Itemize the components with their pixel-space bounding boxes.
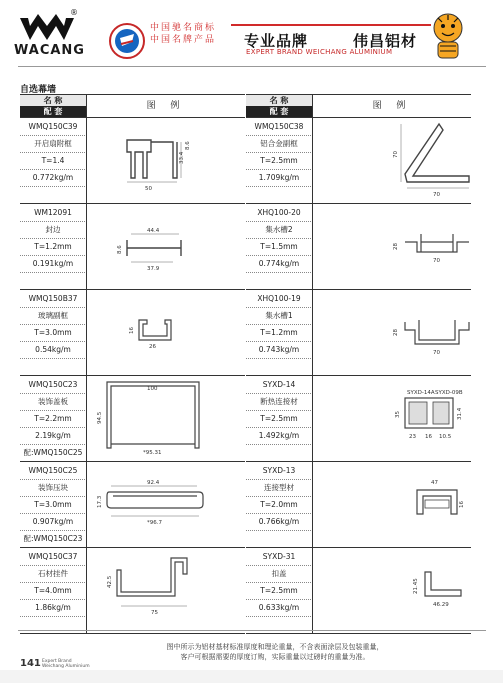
slogan-expert-brand: 专业品牌 — [244, 32, 309, 50]
dim-label: 94.5 — [97, 411, 103, 424]
profile-extra — [246, 444, 313, 461]
profile-row — [246, 290, 471, 376]
bottom-bar — [0, 670, 503, 683]
profile-code: SYXD-13 — [246, 462, 313, 480]
profile-drawing — [313, 290, 471, 375]
profile-extra — [246, 272, 313, 289]
profile-row — [20, 204, 245, 290]
profile-name: 断热连接材 — [246, 393, 313, 411]
page-number: 141 — [20, 658, 41, 669]
profile-weight: 1.709kg/m — [246, 169, 313, 187]
dim-label: 28 — [393, 329, 399, 336]
header-spec: 配 套 — [246, 106, 313, 117]
profile-row — [20, 462, 245, 548]
profile-code: SYXD-14 — [246, 376, 313, 394]
profile-code: WM12091 — [20, 204, 87, 222]
profile-thickness: T=2.5mm — [246, 152, 313, 170]
profile-weight: 1.492kg/m — [246, 427, 313, 445]
slogan-weichang: 伟昌铝材 — [353, 32, 418, 50]
profile-weight: 0.633kg/m — [246, 599, 313, 617]
table-header — [246, 94, 471, 118]
profile-section-svg — [87, 548, 245, 633]
header-name: 名 称 — [246, 95, 313, 107]
profile-name: 集水槽2 — [246, 221, 313, 239]
wacang-logo-icon — [18, 14, 76, 44]
dim-label: 16 — [459, 501, 465, 508]
profile-name: 封边 — [20, 221, 87, 239]
footnote: 图中所示为铝材基材标准厚度和理论重量，不含表面涂层及包装重量， 客户可根据需要的厚度订购，实际重量以过磅时的重量为准。 — [166, 643, 384, 661]
dim-label: 31.4 — [457, 407, 463, 420]
profile-section-svg — [87, 290, 245, 375]
dim-label: 23 — [409, 434, 416, 440]
profile-drawing — [87, 290, 245, 375]
profile-thickness: T=1.2mm — [20, 238, 87, 256]
profile-table-left — [20, 94, 245, 634]
page-brand: Expert Brand Weichang Aluminium — [42, 659, 90, 669]
registered-mark: ® — [70, 8, 78, 17]
profile-extra — [246, 358, 313, 375]
profile-weight: 1.86kg/m — [20, 599, 87, 617]
profile-weight: 0.772kg/m — [20, 169, 87, 187]
dim-label: 44.4 — [147, 228, 160, 234]
profile-code: XHQ100-20 — [246, 204, 313, 222]
award-text: 中国驰名商标 中国名牌产品 — [150, 23, 217, 45]
profile-drawing — [313, 376, 471, 461]
profile-thickness: T=2.2mm — [20, 410, 87, 428]
profile-row — [246, 118, 471, 204]
header-figure: 图 例 — [146, 101, 186, 111]
profile-name: 石材挂件 — [20, 565, 87, 583]
profile-extra — [20, 186, 87, 203]
profile-code: XHQ100-19 — [246, 290, 313, 308]
profile-drawing — [87, 118, 245, 203]
tiger-mascot-icon — [420, 6, 476, 62]
footer-divider — [18, 630, 486, 631]
dim-label: 33.4 — [179, 151, 185, 164]
profile-name: 玻璃副框 — [20, 307, 87, 325]
profile-section-svg — [313, 290, 471, 375]
dim-label: SYXD-14A — [407, 390, 435, 396]
profile-thickness: T=1.4 — [20, 152, 87, 170]
profile-section-svg — [87, 376, 245, 461]
brand-name: WACANG — [14, 43, 85, 58]
dim-label: 28 — [393, 243, 399, 250]
profile-name: 连接型材 — [246, 479, 313, 497]
profile-row — [246, 462, 471, 548]
profile-thickness: T=3.0mm — [20, 324, 87, 342]
header-name: 名 称 — [20, 95, 87, 107]
dim-label: 47 — [431, 480, 438, 486]
dim-label: 16 — [129, 327, 135, 334]
profile-weight: 0.743kg/m — [246, 341, 313, 359]
profile-row — [20, 376, 245, 462]
profile-thickness: T=2.0mm — [246, 496, 313, 514]
profile-section-svg — [87, 118, 245, 203]
dim-label: 37.9 — [147, 266, 160, 272]
profile-thickness: T=2.5mm — [246, 582, 313, 600]
profile-name: 集水槽1 — [246, 307, 313, 325]
profile-name: 铝合金副框 — [246, 135, 313, 153]
profile-drawing — [313, 204, 471, 289]
profile-extra: 配:WMQ150C23 — [20, 530, 87, 547]
profile-section-svg — [313, 204, 471, 289]
slogan-english: EXPERT BRAND WEICHANG ALUMINIUM — [246, 48, 393, 56]
dim-label: 46.29 — [433, 602, 449, 608]
dim-label: 21.45 — [413, 578, 419, 594]
profile-section-svg — [313, 118, 471, 203]
profile-weight: 0.774kg/m — [246, 255, 313, 273]
profile-drawing — [313, 548, 471, 633]
profile-row — [20, 118, 245, 204]
profile-weight: 2.19kg/m — [20, 427, 87, 445]
profile-code: WMQ150C37 — [20, 548, 87, 566]
dim-label: *95.31 — [143, 450, 162, 456]
dim-label: 70 — [433, 258, 440, 264]
dim-label: 10.5 — [439, 434, 452, 440]
table-header — [20, 94, 245, 118]
profile-drawing — [313, 462, 471, 547]
profile-table-right — [246, 94, 471, 634]
profile-name: 装饰盖板 — [20, 393, 87, 411]
profile-thickness: T=1.5mm — [246, 238, 313, 256]
dim-label: 35 — [395, 411, 401, 418]
profile-code: WMQ150C39 — [20, 118, 87, 136]
dim-label: 50 — [145, 186, 152, 192]
profile-code: WMQ150C38 — [246, 118, 313, 136]
page-header — [0, 0, 503, 66]
profile-code: WMQ150B37 — [20, 290, 87, 308]
profile-weight: 0.907kg/m — [20, 513, 87, 531]
profile-section-svg — [87, 204, 245, 289]
profile-section-svg — [87, 462, 245, 547]
profile-thickness: T=3.0mm — [20, 496, 87, 514]
profile-code: WMQ150C25 — [20, 462, 87, 480]
dim-label: 8.6 — [185, 141, 191, 150]
profile-section-svg — [313, 462, 471, 547]
profile-row — [20, 548, 245, 634]
profile-thickness: T=2.5mm — [246, 410, 313, 428]
section-title: 自选幕墙 — [20, 85, 57, 95]
dim-label: 16 — [425, 434, 432, 440]
profile-code: WMQ150C23 — [20, 376, 87, 394]
dim-label: SYXD-09B — [435, 390, 463, 396]
profile-row — [246, 548, 471, 634]
profile-drawing — [87, 462, 245, 547]
profile-weight: 0.191kg/m — [20, 255, 87, 273]
profile-row — [246, 204, 471, 290]
profile-extra — [20, 358, 87, 375]
profile-row — [246, 376, 471, 462]
dim-label: 70 — [393, 151, 399, 158]
dim-label: 8.6 — [117, 245, 123, 254]
profile-extra — [20, 272, 87, 289]
dim-label: *96.7 — [147, 520, 162, 526]
profile-thickness: T=4.0mm — [20, 582, 87, 600]
famous-trademark-badge-icon — [108, 22, 146, 60]
profile-name: 扣盖 — [246, 565, 313, 583]
dim-label: 42.5 — [107, 575, 113, 588]
dim-label: 70 — [433, 350, 440, 356]
dim-label: 26 — [149, 344, 156, 350]
profile-drawing — [87, 204, 245, 289]
profile-drawing — [313, 118, 471, 203]
profile-section-svg — [313, 548, 471, 633]
dim-label: 75 — [151, 610, 158, 616]
profile-extra — [246, 530, 313, 547]
profile-drawing — [87, 548, 245, 633]
header-figure: 图 例 — [372, 101, 412, 111]
dim-label: 70 — [433, 192, 440, 198]
profile-name: 装饰压块 — [20, 479, 87, 497]
dim-label: 100 — [147, 386, 158, 392]
dim-label: 92.4 — [147, 480, 160, 486]
header-divider — [18, 66, 486, 67]
profile-row — [20, 290, 245, 376]
profile-extra — [246, 186, 313, 203]
profile-thickness: T=1.2mm — [246, 324, 313, 342]
header-spec: 配 套 — [20, 106, 87, 117]
profile-drawing — [87, 376, 245, 461]
profile-weight: 0.766kg/m — [246, 513, 313, 531]
profile-code: SYXD-31 — [246, 548, 313, 566]
profile-section-svg — [313, 376, 471, 461]
profile-extra: 配:WMQ150C25 — [20, 444, 87, 461]
dim-label: 17.3 — [97, 495, 103, 508]
profile-weight: 0.54kg/m — [20, 341, 87, 359]
profile-name: 开启扇附框 — [20, 135, 87, 153]
